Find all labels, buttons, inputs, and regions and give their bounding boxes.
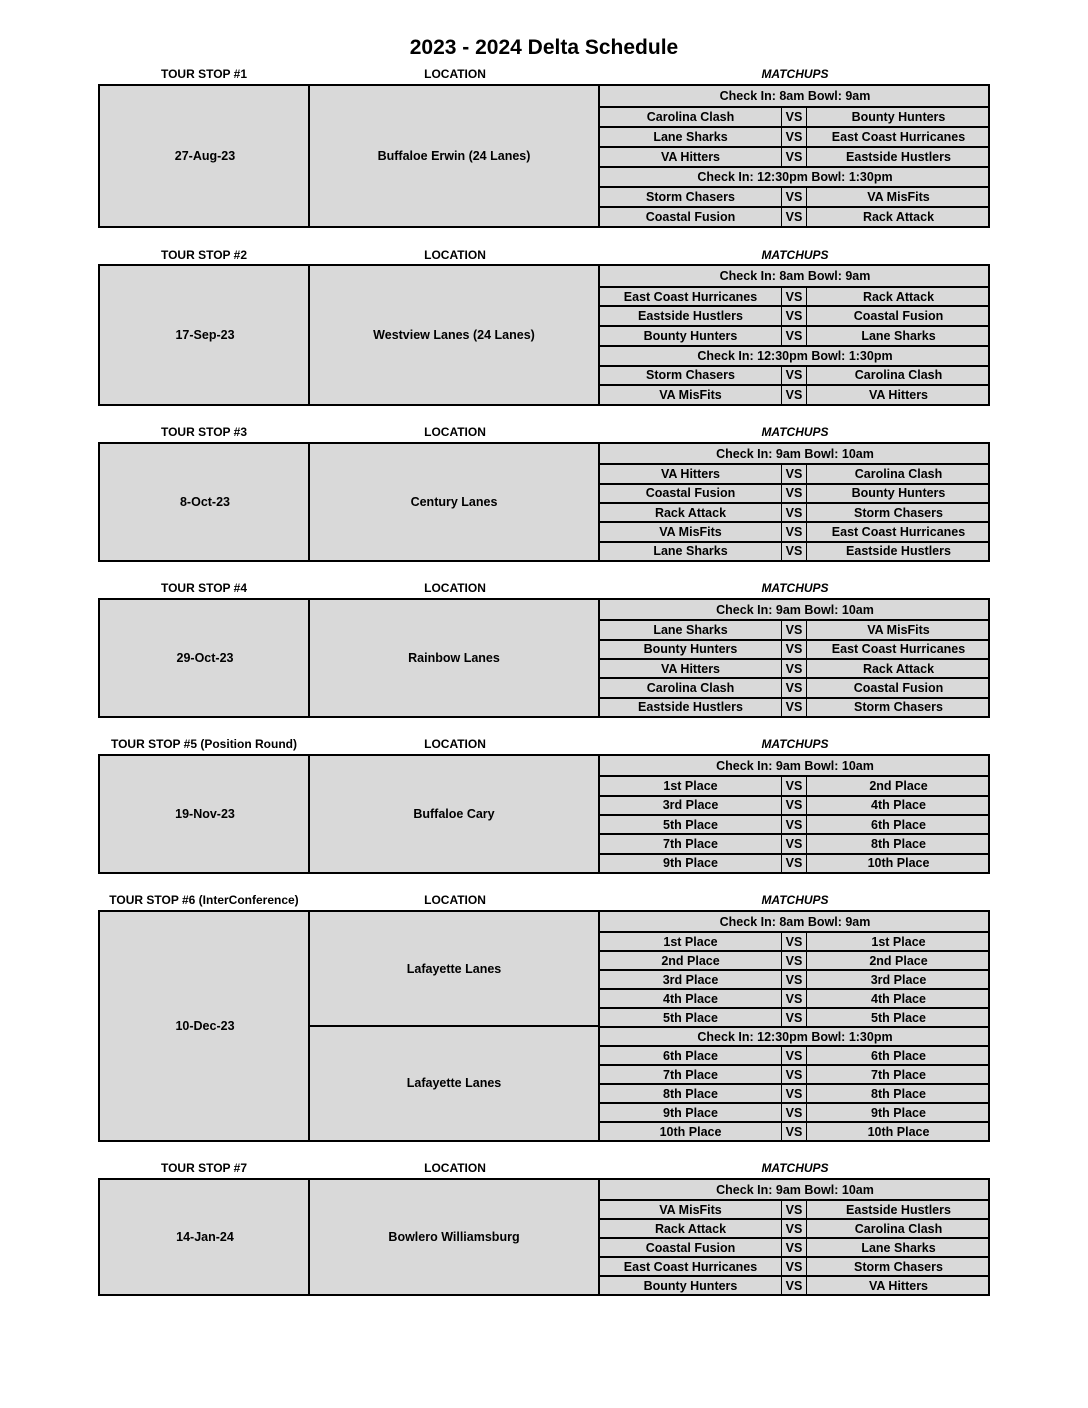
team-away: Bounty Hunters: [851, 110, 946, 124]
vs-label: VS: [781, 1047, 807, 1064]
team-home: Bounty Hunters: [643, 328, 738, 343]
location-cell: Rainbow Lanes: [408, 651, 500, 665]
team-away: Bounty Hunters: [851, 486, 946, 501]
date-cell: 27-Aug-23: [174, 149, 236, 163]
matchup-row: [600, 853, 990, 872]
team-away: Storm Chasers: [854, 700, 943, 715]
matchup-row: [600, 988, 990, 1007]
team-away: 8th Place: [871, 836, 926, 851]
team-home: 3rd Place: [662, 798, 719, 813]
vs-label: VS: [781, 1258, 807, 1275]
date-cell: 29-Oct-23: [176, 651, 234, 665]
checkin-text: Check In: 9am Bowl: 10am: [716, 1182, 874, 1197]
team-home: Rack Attack: [654, 1221, 727, 1236]
team-home: 7th Place: [663, 836, 718, 851]
team-home: VA MisFits: [659, 1202, 722, 1217]
checkin-text: Check In: 12:30pm Bowl: 1:30pm: [697, 348, 893, 363]
matchup-row: [600, 1007, 990, 1026]
team-home: Storm Chasers: [646, 190, 735, 204]
team-home: Eastside Hustlers: [638, 309, 743, 324]
tour-stop-table: [98, 84, 990, 228]
team-away: 5th Place: [871, 1010, 926, 1025]
vs-label: VS: [781, 1085, 807, 1102]
team-home: 2nd Place: [661, 953, 720, 968]
team-away: VA Hitters: [868, 1278, 929, 1293]
checkin-row: [600, 1180, 990, 1199]
matchup-row: [600, 106, 990, 126]
vs-label: VS: [781, 777, 807, 794]
team-away: Eastside Hustlers: [846, 150, 951, 164]
matchup-row: [600, 697, 990, 716]
vs-label: VS: [781, 367, 807, 385]
matchup-row: [600, 126, 990, 146]
team-home: Coastal Fusion: [645, 210, 736, 224]
vs-label: VS: [781, 816, 807, 833]
location-cell: Buffaloe Erwin (24 Lanes): [377, 149, 531, 163]
matchup-row: [600, 206, 990, 226]
checkin-row: [600, 345, 990, 365]
checkin-text: Check In: 9am Bowl: 10am: [716, 602, 874, 617]
location-header: LOCATION: [424, 1161, 486, 1175]
matchup-row: [600, 677, 990, 696]
checkin-text: Check In: 9am Bowl: 10am: [716, 758, 874, 773]
vs-label: VS: [781, 699, 807, 716]
team-home: 3rd Place: [662, 972, 719, 987]
vs-label: VS: [781, 465, 807, 482]
matchup-row: [600, 384, 990, 404]
vs-label: VS: [781, 386, 807, 404]
matchup-row: [600, 286, 990, 306]
team-home: 9th Place: [663, 856, 718, 871]
matchup-row: [600, 1199, 990, 1218]
checkin-row: [600, 86, 990, 106]
team-home: Coastal Fusion: [645, 486, 736, 501]
checkin-row: [600, 600, 990, 619]
team-home: 8th Place: [663, 1086, 718, 1101]
vs-label: VS: [781, 485, 807, 502]
matchup-row: [600, 365, 990, 385]
checkin-row: [600, 756, 990, 775]
team-home: 1st Place: [663, 934, 718, 949]
team-away: 7th Place: [871, 1067, 926, 1082]
matchup-row: [600, 814, 990, 833]
team-away: Carolina Clash: [854, 466, 943, 481]
team-home: Carolina Clash: [646, 680, 735, 695]
tour-stop-table: [98, 442, 990, 562]
team-away: Carolina Clash: [854, 1221, 943, 1236]
team-away: East Coast Hurricanes: [831, 130, 966, 144]
vs-label: VS: [781, 1104, 807, 1121]
team-home: 9th Place: [663, 1105, 718, 1120]
location-cell: Lafayette Lanes: [406, 1076, 502, 1090]
vs-label: VS: [781, 1220, 807, 1237]
team-home: 7th Place: [663, 1067, 718, 1082]
vs-label: VS: [781, 797, 807, 814]
matchup-row: [600, 931, 990, 950]
team-home: Lane Sharks: [653, 544, 728, 559]
team-away: 2nd Place: [869, 778, 928, 793]
team-home: VA Hitters: [660, 466, 721, 481]
vs-label: VS: [781, 952, 807, 969]
vs-label: VS: [781, 679, 807, 696]
matchup-row: [600, 325, 990, 345]
matchups-header: MATCHUPS: [761, 67, 829, 81]
tour-stop-label: TOUR STOP #7: [160, 1161, 248, 1175]
tour-stop-label: TOUR STOP #4: [160, 581, 248, 595]
location-cell: Buffaloe Cary: [413, 807, 495, 821]
matchup-row: [600, 658, 990, 677]
team-home: 4th Place: [663, 991, 718, 1006]
team-away: Storm Chasers: [854, 1259, 943, 1274]
date-cell: 14-Jan-24: [176, 1230, 234, 1244]
checkin-row: [600, 266, 990, 286]
tour-stop-label: TOUR STOP #3: [160, 425, 248, 439]
team-home: 6th Place: [663, 1048, 718, 1063]
vs-label: VS: [781, 971, 807, 988]
matchup-row: [600, 1083, 990, 1102]
tour-stop-label: TOUR STOP #5 (Position Round): [110, 737, 297, 751]
team-away: VA MisFits: [867, 622, 930, 637]
tour-stop-table: [98, 754, 990, 874]
matchups-header: MATCHUPS: [761, 1161, 829, 1175]
matchup-row: [600, 521, 990, 540]
matchups-header: MATCHUPS: [761, 425, 829, 439]
team-home: 5th Place: [663, 1010, 718, 1025]
matchup-row: [600, 1275, 990, 1294]
vs-label: VS: [781, 128, 807, 146]
vs-label: VS: [781, 523, 807, 540]
team-away: 2nd Place: [869, 953, 928, 968]
team-away: 4th Place: [871, 991, 926, 1006]
matchup-row: [600, 969, 990, 988]
matchups-header: MATCHUPS: [761, 581, 829, 595]
vs-label: VS: [781, 1009, 807, 1026]
team-home: 5th Place: [663, 817, 718, 832]
vs-label: VS: [781, 1239, 807, 1256]
team-away: 10th Place: [867, 1124, 930, 1139]
checkin-text: Check In: 12:30pm Bowl: 1:30pm: [697, 170, 893, 184]
checkin-row: [600, 912, 990, 931]
vs-label: VS: [781, 188, 807, 206]
checkin-text: Check In: 8am Bowl: 9am: [719, 914, 871, 929]
team-away: VA MisFits: [867, 190, 930, 204]
tour-stop-table: [98, 598, 990, 718]
team-away: 1st Place: [871, 934, 926, 949]
date-cell: 8-Oct-23: [179, 495, 231, 509]
team-home: East Coast Hurricanes: [623, 1259, 758, 1274]
matchup-row: [600, 146, 990, 166]
location-cell: Lafayette Lanes: [406, 962, 502, 976]
matchup-row: [600, 619, 990, 638]
matchups-header: MATCHUPS: [761, 248, 829, 262]
team-home: Eastside Hustlers: [638, 700, 743, 715]
vs-label: VS: [781, 660, 807, 677]
matchup-row: [600, 1256, 990, 1275]
team-away: East Coast Hurricanes: [831, 642, 966, 657]
team-away: Storm Chasers: [854, 505, 943, 520]
vs-label: VS: [781, 108, 807, 126]
matchups-header: MATCHUPS: [761, 737, 829, 751]
team-away: Rack Attack: [862, 661, 935, 676]
checkin-row: [600, 166, 990, 186]
team-away: 6th Place: [871, 817, 926, 832]
vs-label: VS: [781, 933, 807, 950]
tour-stop-table: [98, 1178, 990, 1296]
team-away: 3rd Place: [870, 972, 927, 987]
location-cell: Westview Lanes (24 Lanes): [373, 328, 535, 342]
team-away: Rack Attack: [862, 289, 935, 304]
matchup-row: [600, 502, 990, 521]
matchup-row: [600, 1102, 990, 1121]
location-cell: Century Lanes: [410, 495, 498, 509]
team-away: Eastside Hustlers: [846, 544, 951, 559]
team-away: East Coast Hurricanes: [831, 524, 966, 539]
tour-stop-label: TOUR STOP #2: [160, 248, 248, 262]
matchup-row: [600, 795, 990, 814]
team-home: Carolina Clash: [646, 110, 735, 124]
matchup-row: [600, 1121, 990, 1140]
vs-label: VS: [781, 835, 807, 852]
team-home: Bounty Hunters: [643, 1278, 738, 1293]
vs-label: VS: [781, 543, 807, 560]
location-divider: [310, 1025, 598, 1027]
matchup-row: [600, 483, 990, 502]
matchup-row: [600, 1064, 990, 1083]
team-home: East Coast Hurricanes: [623, 289, 758, 304]
team-home: 1st Place: [663, 778, 718, 793]
date-cell: 10-Dec-23: [175, 1019, 235, 1033]
team-away: Coastal Fusion: [853, 680, 944, 695]
vs-label: VS: [781, 1277, 807, 1294]
team-home: VA MisFits: [659, 524, 722, 539]
checkin-text: Check In: 12:30pm Bowl: 1:30pm: [697, 1029, 893, 1044]
team-away: 8th Place: [871, 1086, 926, 1101]
vs-label: VS: [781, 327, 807, 345]
date-cell: 17-Sep-23: [175, 328, 235, 342]
vs-label: VS: [781, 504, 807, 521]
team-away: Lane Sharks: [861, 328, 936, 343]
vs-label: VS: [781, 621, 807, 638]
matchup-row: [600, 639, 990, 658]
team-away: 9th Place: [871, 1105, 926, 1120]
tour-stop-label: TOUR STOP #6 (InterConference): [109, 893, 299, 907]
vs-label: VS: [781, 208, 807, 226]
team-away: 10th Place: [867, 856, 930, 871]
location-header: LOCATION: [424, 737, 486, 751]
team-home: Lane Sharks: [653, 622, 728, 637]
matchup-row: [600, 305, 990, 325]
team-away: Coastal Fusion: [853, 309, 944, 324]
checkin-text: Check In: 8am Bowl: 9am: [719, 89, 871, 103]
team-away: VA Hitters: [868, 388, 929, 403]
checkin-row: [600, 444, 990, 463]
vs-label: VS: [781, 1066, 807, 1083]
team-away: Eastside Hustlers: [846, 1202, 951, 1217]
vs-label: VS: [781, 307, 807, 325]
tour-stop-table: [98, 264, 990, 406]
location-cell: Bowlero Williamsburg: [388, 1230, 520, 1244]
team-home: VA Hitters: [660, 150, 721, 164]
team-away: 4th Place: [871, 798, 926, 813]
vs-label: VS: [781, 288, 807, 306]
location-header: LOCATION: [424, 67, 486, 81]
checkin-text: Check In: 9am Bowl: 10am: [716, 446, 874, 461]
team-away: 6th Place: [871, 1048, 926, 1063]
vs-label: VS: [781, 641, 807, 658]
page-title: 2023 - 2024 Delta Schedule: [409, 36, 679, 59]
checkin-text: Check In: 8am Bowl: 9am: [719, 268, 871, 283]
matchup-row: [600, 1045, 990, 1064]
matchup-row: [600, 1218, 990, 1237]
vs-label: VS: [781, 855, 807, 872]
team-home: VA MisFits: [659, 388, 722, 403]
vs-label: VS: [781, 1201, 807, 1218]
matchup-row: [600, 541, 990, 560]
tour-stop-table: [98, 910, 990, 1142]
team-home: Rack Attack: [654, 505, 727, 520]
vs-label: VS: [781, 1123, 807, 1140]
matchup-row: [600, 463, 990, 482]
matchup-row: [600, 950, 990, 969]
location-header: LOCATION: [424, 248, 486, 262]
matchup-row: [600, 1237, 990, 1256]
team-home: Bounty Hunters: [643, 642, 738, 657]
team-home: Lane Sharks: [653, 130, 728, 144]
team-away: Lane Sharks: [861, 1240, 936, 1255]
matchup-row: [600, 186, 990, 206]
vs-label: VS: [781, 148, 807, 166]
location-header: LOCATION: [424, 893, 486, 907]
location-header: LOCATION: [424, 425, 486, 439]
checkin-row: [600, 1026, 990, 1045]
team-home: VA Hitters: [660, 661, 721, 676]
team-home: 10th Place: [659, 1124, 722, 1139]
team-away: Carolina Clash: [854, 368, 943, 383]
matchups-header: MATCHUPS: [761, 893, 829, 907]
matchup-row: [600, 833, 990, 852]
vs-label: VS: [781, 990, 807, 1007]
date-cell: 19-Nov-23: [175, 807, 235, 821]
matchup-row: [600, 775, 990, 794]
team-home: Coastal Fusion: [645, 1240, 736, 1255]
team-home: Storm Chasers: [646, 368, 735, 383]
team-away: Rack Attack: [862, 210, 935, 224]
location-header: LOCATION: [424, 581, 486, 595]
tour-stop-label: TOUR STOP #1: [160, 67, 248, 81]
